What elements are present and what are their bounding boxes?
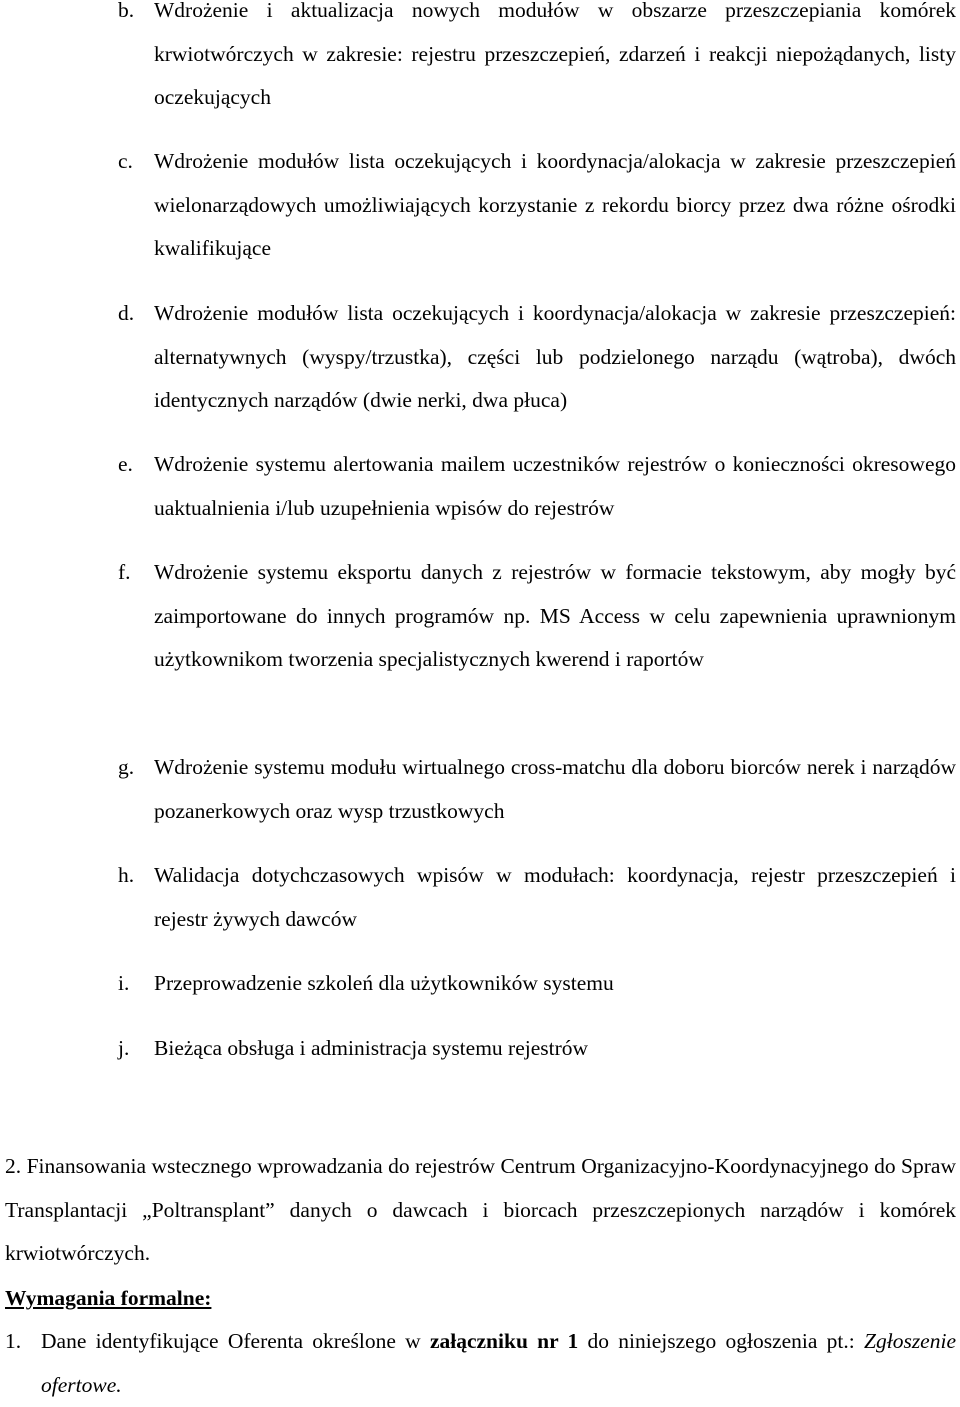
list-item-d — [118, 292, 956, 423]
list-item-text: Wdrożenie systemu eksportu danych z rejestrów w formacie tekstowym, aby mogły być zaimportowane do innych programów np. MS Access w celu zapewnienia uprawnionym użytkownikom tworzenia specjalistycznych kwerend i raportów — [154, 560, 956, 671]
list-item-j — [118, 1027, 956, 1071]
list-marker: b. — [118, 0, 135, 22]
list-item-c — [118, 140, 956, 271]
list-item-text: Bieżąca obsługa i administracja systemu rejestrów — [154, 1036, 589, 1060]
list-marker: f. — [118, 560, 131, 584]
list-item-text: Wdrożenie modułów lista oczekujących i koordynacja/alokacja w zakresie przeszczepień wielonarządowych umożliwiających korzystanie z rekordu biorcy przez dwa różne ośrodki kwalifikujące — [154, 149, 956, 260]
requirement-text-end: do niniejszego ogłoszenia pt.: — [578, 1329, 865, 1353]
list-item-e — [118, 443, 956, 530]
list-item-text: Wdrożenie modułów lista oczekujących i koordynacja/alokacja w zakresie przeszczepień: alternatywnych (wyspy/trzustka), części lub podzielonego narządu (wątroba), dwóch identycznych narządów (dwie nerki, dwa płuca) — [154, 301, 956, 412]
section-heading: Wymagania formalne: — [5, 1286, 212, 1310]
requirement-1 — [5, 1320, 956, 1407]
requirement-bold-ref: załączniku nr 1 — [429, 1329, 579, 1353]
list-marker: d. — [118, 301, 135, 325]
list-item-text: Wdrożenie i aktualizacja nowych modułów w obszarze przeszczepiania komórek krwiotwórczych w zakresie: rejestru przeszczepień, zdarzeń i reakcji niepożądanych, listy oczekujących — [154, 0, 956, 109]
list-item-g — [118, 746, 956, 833]
list-marker: j. — [118, 1036, 130, 1060]
list-item-text: Wdrożenie systemu modułu wirtualnego cross-matchu dla doboru biorców nerek i narządów pozanerkowych oraz wysp trzustkowych — [154, 755, 956, 823]
list-marker: g. — [118, 755, 135, 779]
list-item-text: Przeprowadzenie szkoleń dla użytkowników systemu — [154, 971, 614, 995]
list-marker: i. — [118, 971, 130, 995]
list-marker: 1. — [5, 1329, 22, 1353]
requirement-italic-title: Zgłoszenie ofertowe. — [41, 1329, 956, 1397]
list-item-text: Wdrożenie systemu alertowania mailem uczestników rejestrów o konieczności okresowego uaktualnienia i/lub uzupełnienia wpisów do rejestrów — [154, 452, 956, 520]
paragraph-point-2: 2. Finansowania wstecznego wprowadzania do rejestrów Centrum Organizacyjno-Koordynacyjnego do Spraw Transplantacji „Poltransplant” danych o dawcach i biorcach przeszczepionych narządów i komórek krwiotwórczych. — [5, 1154, 956, 1265]
list-marker: e. — [118, 452, 133, 476]
list-marker: c. — [118, 149, 133, 173]
list-item-f — [118, 551, 956, 682]
requirement-text-start: Dane identyfikujące Oferenta określone w — [41, 1329, 430, 1353]
requirement-text — [41, 1320, 956, 1407]
list-item-i — [118, 962, 956, 1006]
list-item-h — [118, 854, 956, 941]
list-item-b — [118, 0, 956, 120]
list-marker: h. — [118, 863, 135, 887]
list-item-text: Walidacja dotychczasowych wpisów w modułach: koordynacja, rejestr przeszczepień i rejestr żywych dawców — [154, 863, 956, 931]
